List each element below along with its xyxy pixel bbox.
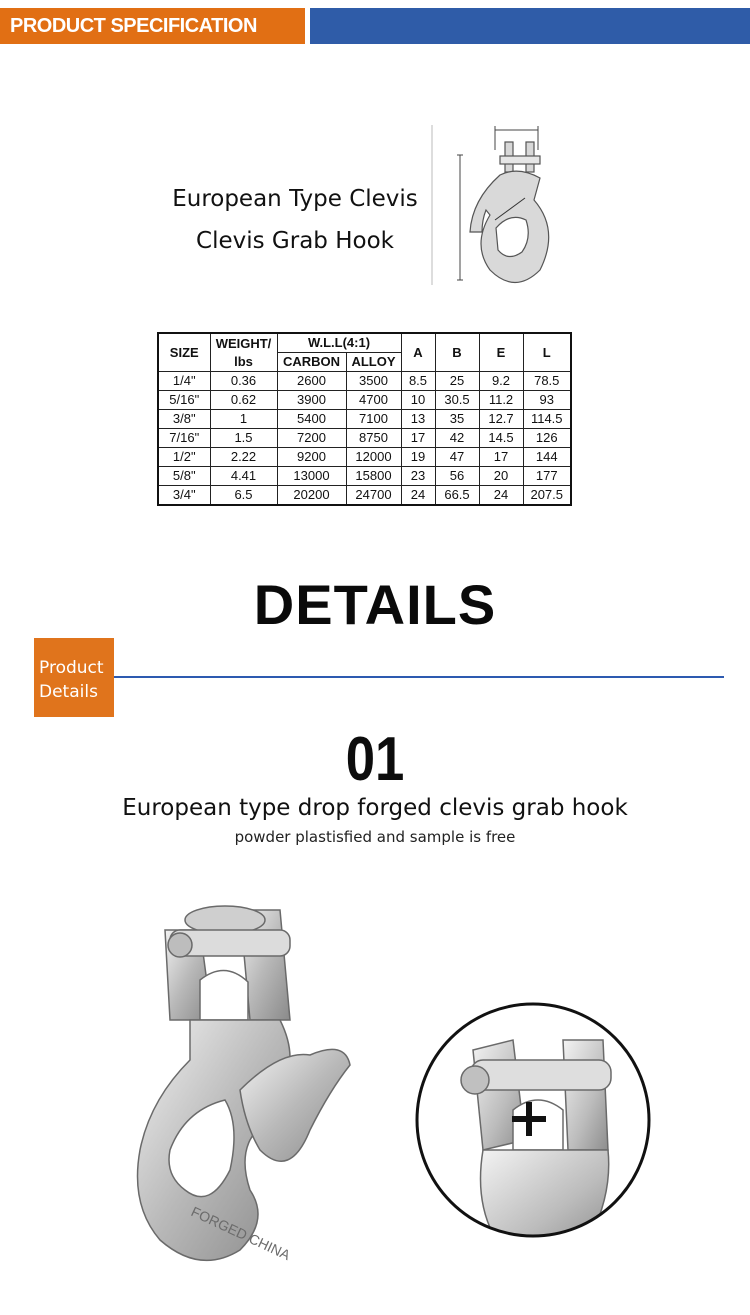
cell: 144 xyxy=(523,448,571,467)
cell: 17 xyxy=(479,448,523,467)
cell: 11.2 xyxy=(479,391,523,410)
cell: 17 xyxy=(401,429,435,448)
cell: 23 xyxy=(401,467,435,486)
badge-line1: Product xyxy=(39,658,104,678)
cell: 20200 xyxy=(277,486,346,506)
header-weight xyxy=(210,333,277,372)
section-header-title: PRODUCT SPECIFICATION xyxy=(10,15,257,37)
header-weight-bottom: lbs xyxy=(234,353,253,369)
cell: 0.62 xyxy=(210,391,277,410)
product-caption-line1: European Type Clevis xyxy=(172,186,418,212)
details-heading: DETAILS xyxy=(253,573,497,636)
detail-subtitle: powder plastisfied and sample is free xyxy=(234,828,516,846)
cell: 47 xyxy=(435,448,479,467)
product-details-badge-label xyxy=(39,656,104,704)
header-a: A xyxy=(401,333,435,372)
table-row xyxy=(158,372,571,391)
cell: 24700 xyxy=(346,486,401,506)
cell: 9.2 xyxy=(479,372,523,391)
header-size: SIZE xyxy=(158,333,210,372)
cell: 7100 xyxy=(346,410,401,429)
header-wll: W.L.L(4:1) xyxy=(277,333,401,353)
cell: 177 xyxy=(523,467,571,486)
cell: 1.5 xyxy=(210,429,277,448)
cell: 5/8" xyxy=(158,467,210,486)
cell: 24 xyxy=(401,486,435,506)
cell: 7/16" xyxy=(158,429,210,448)
cell: 78.5 xyxy=(523,372,571,391)
hook-technical-drawing xyxy=(430,120,560,290)
cell: 19 xyxy=(401,448,435,467)
header-e: E xyxy=(479,333,523,372)
cell: 1 xyxy=(210,410,277,429)
detail-number: 01 xyxy=(345,725,405,794)
cell: 20 xyxy=(479,467,523,486)
cell: 42 xyxy=(435,429,479,448)
cell: 2600 xyxy=(277,372,346,391)
cell: 93 xyxy=(523,391,571,410)
cell: 10 xyxy=(401,391,435,410)
cell: 3/4" xyxy=(158,486,210,506)
cell: 13000 xyxy=(277,467,346,486)
cell: 8.5 xyxy=(401,372,435,391)
table-row xyxy=(158,467,571,486)
spec-table xyxy=(157,332,572,506)
cell: 1/2" xyxy=(158,448,210,467)
cell: 12000 xyxy=(346,448,401,467)
cell: 14.5 xyxy=(479,429,523,448)
cell: 35 xyxy=(435,410,479,429)
cell: 4.41 xyxy=(210,467,277,486)
header-b: B xyxy=(435,333,479,372)
cell: 9200 xyxy=(277,448,346,467)
cell: 13 xyxy=(401,410,435,429)
section-divider xyxy=(114,676,724,678)
cell: 1/4" xyxy=(158,372,210,391)
table-row xyxy=(158,391,571,410)
cell: 2.22 xyxy=(210,448,277,467)
product-caption-line2: Clevis Grab Hook xyxy=(196,228,394,254)
cell: 3500 xyxy=(346,372,401,391)
cell: 3/8" xyxy=(158,410,210,429)
cell: 30.5 xyxy=(435,391,479,410)
section-header-accent-bar xyxy=(310,8,750,44)
detail-title: European type drop forged clevis grab hook xyxy=(122,795,628,821)
cell: 126 xyxy=(523,429,571,448)
table-row xyxy=(158,429,571,448)
cell: 25 xyxy=(435,372,479,391)
zoom-detail-circle xyxy=(413,1000,653,1240)
cell: 15800 xyxy=(346,467,401,486)
cell: 8750 xyxy=(346,429,401,448)
hook-photo xyxy=(130,890,370,1270)
table-row xyxy=(158,410,571,429)
header-weight-top: WEIGHT/ xyxy=(215,335,272,351)
cell: 4700 xyxy=(346,391,401,410)
header-carbon: CARBON xyxy=(277,353,346,372)
cell: 3900 xyxy=(277,391,346,410)
hook-emboss-text: FORGED CHINA xyxy=(188,1203,293,1264)
header-l: L xyxy=(523,333,571,372)
cell: 24 xyxy=(479,486,523,506)
cell: 7200 xyxy=(277,429,346,448)
header-alloy: ALLOY xyxy=(346,353,401,372)
cell: 114.5 xyxy=(523,410,571,429)
cell: 0.36 xyxy=(210,372,277,391)
cell: 5/16" xyxy=(158,391,210,410)
cell: 56 xyxy=(435,467,479,486)
cell: 207.5 xyxy=(523,486,571,506)
table-row xyxy=(158,448,571,467)
cell: 6.5 xyxy=(210,486,277,506)
cell: 12.7 xyxy=(479,410,523,429)
badge-line2: Details xyxy=(39,682,98,702)
cell: 66.5 xyxy=(435,486,479,506)
table-row xyxy=(158,486,571,506)
cell: 5400 xyxy=(277,410,346,429)
